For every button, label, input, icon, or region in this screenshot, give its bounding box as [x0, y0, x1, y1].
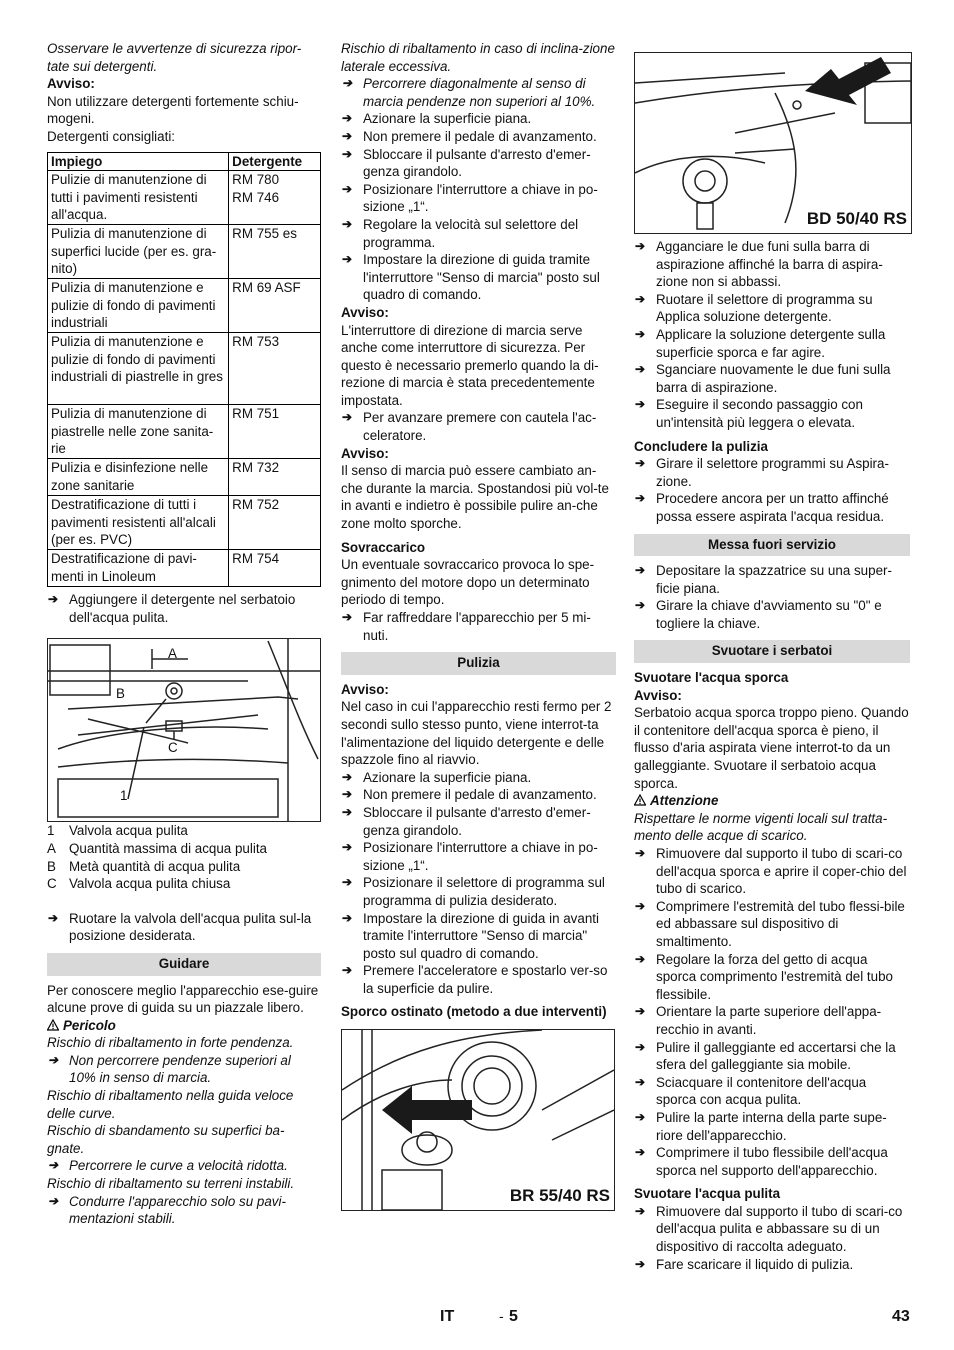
table-cell-use: Destratificazione di tutti i pavimenti resistenti all'alcali (per es. PVC) [48, 496, 229, 550]
overload-text: Un eventuale sovraccarico provoca lo spe-gnimento del motore dopo un determinato periodo di tempo. [341, 557, 595, 608]
table-cell-use: Pulizia di manutenzione di superfici lucide (per es. gra-nito) [48, 225, 229, 279]
clean-water-step: ➔ Fare scaricare il liquido di pulizia. [634, 1256, 910, 1274]
clean-step: ➔ Non premere il pedale di avanzamento. [341, 786, 616, 804]
clean-step: ➔ Premere l'acceleratore e spostarlo ver-so la superficie da pulire. [341, 962, 616, 997]
dirt-step: ➔ Sganciare nuovamente le due funi sulla barra di aspirazione. [634, 361, 910, 396]
valve-illustration [48, 639, 320, 821]
table-cell-detergent: RM 754 [229, 550, 321, 587]
drive-step: ➔ Posizionare l'interruttore a chiave in po-sizione „1“. [341, 181, 616, 216]
dirty-water-heading: Svuotare l'acqua sporca [634, 670, 789, 686]
danger-heading: Pericolo [47, 1017, 321, 1035]
label-c: C [168, 740, 178, 756]
table-cell-use: Pulizia di manutenzione e pulizie di fondo di pavimenti industriali [48, 279, 229, 333]
clean-step: ➔ Posizionare il selettore di programma sul programma di pulizia desiderato. [341, 874, 616, 909]
notice-heading: Avviso: [341, 681, 389, 697]
table-cell-use: Pulizia di manutenzione di piastrelle nelle zone sanita-rie [48, 405, 229, 459]
risk-step: ➔ Percorrere diagonalmente al senso di marcia pendenze non superiori al 10%. [341, 75, 616, 110]
dirt-step: ➔ Applicare la soluzione detergente sulla superficie sporca e far agire. [634, 326, 910, 361]
risk-step: ➔ Non percorrere pendenze superiori al 10% in senso di marcia. [47, 1052, 321, 1087]
recommended-detergents-label: Detergenti consigliati: [47, 128, 176, 144]
clean-step: ➔ Impostare la direzione di guida in avanti tramite l'interruttore "Senso di marcia" posto sul quadro di comando. [341, 910, 616, 963]
dirt-step: ➔ Eseguire il secondo passaggio con un'intensità più leggera o elevata. [634, 396, 910, 431]
notice-text: Nel caso in cui l'apparecchio resti fermo per 2 secondi sullo stesso punto, viene interrot-ta l'alimentazione del liquido detergente e delle spazzole fino al riavvio. [341, 699, 612, 768]
section-pulizia: Pulizia [341, 652, 616, 675]
footer-separator: - [499, 1308, 504, 1324]
drive-step: ➔ Per avanzare premere con cautela l'ac-celeratore. [341, 409, 616, 444]
legend-item: B Metà quantità di acqua pulita [47, 858, 241, 874]
label-a: A [168, 646, 177, 662]
detergent-table [47, 152, 321, 588]
table-header-detergent: Detergente [229, 152, 321, 171]
section-messa-fuori-servizio: Messa fuori servizio [634, 534, 910, 557]
risk-step: ➔ Percorrere le curve a velocità ridotta. [47, 1157, 321, 1175]
table-header-use: Impiego [48, 152, 229, 171]
empty-step: ➔ Regolare la forza del getto di acqua sporca comprimento l'estremità del tubo flessibile. [634, 951, 910, 1004]
table-cell-detergent: RM 751 [229, 405, 321, 459]
clean-step: ➔ Posizionare l'interruttore a chiave in po-sizione „1“. [341, 839, 616, 874]
model-label: BD 50/40 RS [806, 209, 907, 228]
dirt-step: ➔ Ruotare il selettore di programma su Applica soluzione detergente. [634, 291, 910, 326]
legend-item: A Quantità massima di acqua pulita [47, 840, 267, 856]
table-cell-use: Pulizie di manutenzione di tutti i pavimenti resistenti all'acqua. [48, 171, 229, 225]
drive-step: ➔ Regolare la velocità sul selettore del programma. [341, 216, 616, 251]
drive-step: ➔ Impostare la direzione di guida tramite l'interruttore "Senso di marcia" posto sul quadro di comando. [341, 251, 616, 304]
footer-language: IT [440, 1308, 455, 1325]
empty-step: ➔ Sciacquare il contenitore dell'acqua sporca con acqua pulita. [634, 1074, 910, 1109]
safety-note: Osservare le avvertenze di sicurezza ripor-tate sui detergenti. [47, 41, 302, 74]
risk-text: Rischio di ribaltamento in caso di inclina-zione laterale eccessiva. [341, 41, 615, 74]
model-label: BR 55/40 RS [509, 1186, 610, 1206]
drive-step: ➔ Azionare la superficie piana. [341, 110, 616, 128]
risk-text: Rischio di ribaltamento nella guida veloce delle curve. [47, 1088, 294, 1121]
warning-icon [634, 794, 646, 806]
table-cell-detergent: RM 755 es [229, 225, 321, 279]
notice-text: L'interruttore di direzione di marcia serve anche come interruttore di sicurezza. Per questo è necessario premerlo quando la di-rezione di marcia è stata precedentemente impostata. [341, 322, 599, 408]
notice-heading: Avviso: [634, 687, 682, 703]
stubborn-dirt-heading: Sporco ostinato (metodo a due interventi) [341, 1004, 607, 1020]
table-row [48, 333, 321, 405]
bd-illustration [635, 53, 911, 233]
risk-text: Rischio di ribaltamento su terreni instabili. [47, 1176, 295, 1192]
legend-item: C Valvola acqua pulita chiusa [47, 876, 231, 892]
footer-section-number: 5 [509, 1308, 518, 1325]
label-1: 1 [120, 788, 128, 804]
empty-step: ➔ Orientare la parte superiore dell'appa-recchio in avanti. [634, 1003, 910, 1038]
empty-step: ➔ Pulire la parte interna della parte supe-riore dell'apparecchio. [634, 1109, 910, 1144]
table-cell-use: Pulizia di manutenzione e pulizie di fondo di pavimenti industriali di piastrelle in gres [48, 333, 229, 405]
table-row [48, 459, 321, 496]
shutdown-step: ➔ Depositare la spazzatrice su una super-ficie piana. [634, 562, 910, 597]
step-add-detergent: ➔ Aggiungere il detergente nel serbatoio dell'acqua pulita. [47, 591, 321, 626]
dirt-step: ➔ Agganciare le due funi sulla barra di aspirazione affinché la barra di aspira-zione non si abbassi. [634, 238, 910, 291]
finish-cleaning-heading: Concludere la pulizia [634, 438, 768, 454]
table-cell-use: Destratificazione di pavi-menti in Linoleum [48, 550, 229, 587]
notice-heading: Avviso: [341, 304, 389, 320]
column-middle [341, 40, 616, 1211]
table-cell-detergent: RM 780 RM 746 [229, 171, 321, 225]
table-row [48, 550, 321, 587]
overload-heading: Sovraccarico [341, 539, 426, 555]
table-header-row [48, 152, 321, 171]
risk-step: ➔ Condurre l'apparecchio solo su pavi-mentazioni stabili. [47, 1193, 321, 1228]
attention-heading: Attenzione [634, 792, 910, 810]
br-illustration [342, 1030, 614, 1210]
table-row [48, 171, 321, 225]
risk-text: Rischio di ribaltamento in forte pendenza. [47, 1035, 294, 1051]
section-svuotare-serbatoi: Svuotare i serbatoi [634, 640, 910, 663]
risk-text: Rischio di sbandamento su superfici ba-gnate. [47, 1123, 285, 1156]
attention-text: Rispettare le norme vigenti locali sul tratta-mento delle acque di scarico. [634, 810, 888, 844]
drive-step: ➔ Non premere il pedale di avanzamento. [341, 128, 616, 146]
notice-heading: Avviso: [47, 76, 95, 92]
legend-item: 1 Valvola acqua pulita [47, 823, 188, 839]
br-figure [341, 1029, 615, 1211]
finish-step: ➔ Girare il selettore programmi su Aspira-zione. [634, 455, 910, 490]
warning-icon [47, 1019, 59, 1031]
section-guidare: Guidare [47, 953, 321, 976]
overload-step: ➔ Far raffreddare l'apparecchio per 5 mi-nuti. [341, 609, 616, 644]
bd-figure [634, 52, 912, 234]
column-left [47, 40, 321, 1228]
table-row [48, 225, 321, 279]
notice-text: Il senso di marcia può essere cambiato an-che durante la marcia. Spostandosi più vol-te in avanti e indietro è possibile pulire an-che zone molto sporche. [341, 463, 609, 532]
empty-step: ➔ Pulire il galleggiante ed accertarsi che la sfera del galleggiante sia mobile. [634, 1039, 910, 1074]
step-rotate-valve: ➔ Ruotare la valvola dell'acqua pulita sul-la posizione desiderata. [47, 910, 321, 945]
table-row [48, 405, 321, 459]
empty-step: ➔ Comprimere il tubo flessibile dell'acqua sporca nel supporto dell'apparecchio. [634, 1144, 910, 1179]
table-cell-detergent: RM 69 ASF [229, 279, 321, 333]
clean-step: ➔ Azionare la superficie piana. [341, 769, 616, 787]
drive-step: ➔ Sbloccare il pulsante d'arresto d'emer-genza girandolo. [341, 146, 616, 181]
clean-water-step: ➔ Rimuovere dal supporto il tubo di scari-co dell'acqua pulita e abbassare su di un dispositivo di raccolta adeguato. [634, 1203, 910, 1256]
notice-text: Non utilizzare detergenti fortemente schiu-mogeni. [47, 93, 299, 127]
page-number: 43 [892, 1308, 910, 1325]
valve-figure [47, 638, 321, 822]
clean-water-heading: Svuotare l'acqua pulita [634, 1186, 781, 1202]
guidare-intro: Per conoscere meglio l'apparecchio ese-guire alcune prove di guida su un piazzale libero. [47, 982, 319, 1016]
table-cell-detergent: RM 732 [229, 459, 321, 496]
table-cell-use: Pulizia e disinfezione nelle zone sanitarie [48, 459, 229, 496]
notice-heading: Avviso: [341, 445, 389, 461]
shutdown-step: ➔ Girare la chiave d'avviamento su "0" e togliere la chiave. [634, 597, 910, 632]
table-row [48, 496, 321, 550]
column-right [634, 52, 910, 1273]
notice-text: Serbatoio acqua sporca troppo pieno. Quando il contenitore dell'acqua sporca è pieno, il flusso d'aria aspirata viene interrot-to da un galleggiante. Svuotare il serbatoio acqua sporca. [634, 705, 909, 791]
table-cell-detergent: RM 752 [229, 496, 321, 550]
table-cell-detergent: RM 753 [229, 333, 321, 405]
empty-step: ➔ Rimuovere dal supporto il tubo di scari-co dell'acqua sporca e aprire il coper-chio del tubo di scarico. [634, 845, 910, 898]
label-b: B [116, 686, 125, 702]
empty-step: ➔ Comprimere l'estremità del tubo flessi-bile ed abbassare sul dispositivo di smaltimento. [634, 898, 910, 951]
figure-legend [47, 822, 321, 892]
finish-step: ➔ Procedere ancora per un tratto affinché possa essere aspirata l'acqua residua. [634, 490, 910, 525]
table-row [48, 279, 321, 333]
clean-step: ➔ Sbloccare il pulsante d'arresto d'emer-genza girandolo. [341, 804, 616, 839]
